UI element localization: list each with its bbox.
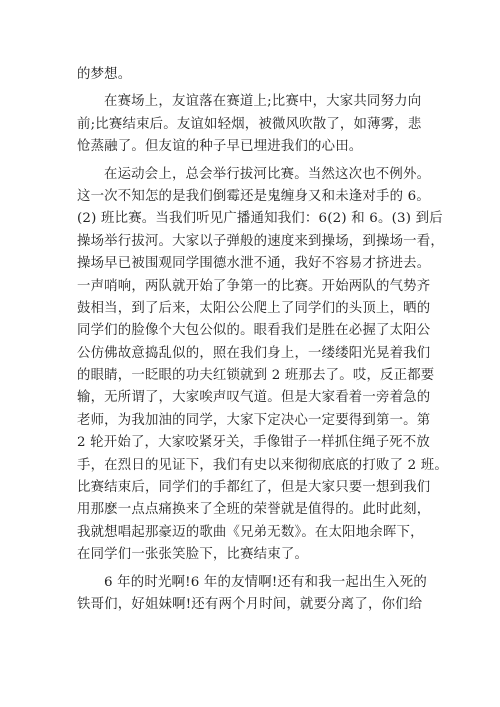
text-line: 6 年的时光啊!6 年的友情啊!还有和我一起出生入死的	[104, 574, 427, 590]
text-line: 操场早已被围观同学围德水泄不通，我好不容易才挤进去。	[77, 256, 431, 272]
text-line: 铁哥们，好姐妹啊!还有两个月时间，就要分离了，你们给	[77, 596, 423, 612]
text-line: 在运动会上，总会举行拔河比赛。当然这次也不例外。	[104, 166, 431, 182]
text-line: 我就想唱起那豪迈的歌曲《兄弟无数》。在太阳地余晖下，	[77, 524, 424, 540]
text-line: 怆蒸融了。但友谊的种子早已埋进我们的心田。	[77, 139, 363, 155]
text-line: 前;比赛结束后。友谊如轻烟，被微风吹散了，如薄雾，悲	[77, 116, 422, 132]
paragraph-4	[77, 572, 429, 617]
paragraph-1	[77, 64, 429, 86]
text-line: 的梦想。	[77, 67, 132, 82]
text-line: 操场举行拔河。大家以子弹般的速度来到操场，到操场一看，	[77, 233, 444, 249]
text-line: 输，无所谓了，大家唉声叹气道。但是大家看着一旁着急的	[77, 390, 431, 406]
text-line: 公仿佛故意捣乱似的，照在我们身上，一缕缕阳光晃着我们	[77, 345, 431, 361]
paragraph-3	[77, 164, 448, 567]
text-line: 在赛场上，友谊落在赛道上;比赛中，大家共同努力向	[104, 94, 422, 110]
text-line: (2) 班比赛。当我们听见广播通知我们：6(2) 和 6。(3) 到后	[77, 211, 443, 227]
text-line: 用那麽一点点痛换来了全班的荣誉就是值得的。此时此刻，	[77, 502, 431, 518]
text-line: 老师，为我加油的同学，大家下定决心一定要得到第一。第	[77, 412, 431, 428]
text-line: 一声哨响，两队就开始了争第一的比赛。开始两队的气势齐	[77, 278, 431, 294]
text-line: 2 轮开始了，大家咬紧牙关，手像钳子一样抓住绳子死不放	[77, 435, 430, 451]
paragraph-2	[77, 91, 429, 158]
text-line: 在同学们一张张笑脸下，比赛结束了。	[77, 547, 309, 563]
text-line: 同学们的脸像个大包公似的。眼看我们是胜在必握了太阳公	[77, 323, 431, 339]
text-line: 手，在烈日的见证下，我们有史以来彻彻底底的打败了 2 班。	[77, 457, 448, 473]
text-line: 鼓相当，到了后来，太阳公公爬上了同学们的头顶上，晒的	[77, 300, 431, 316]
text-line: 的眼睛，一眨眼的功夫红锁就到 2 班那去了。哎，反正都要	[77, 368, 435, 384]
document-page	[77, 64, 448, 616]
text-line: 比赛结束后，同学们的手都红了，但是大家只要一想到我们	[77, 480, 431, 496]
text-line: 这一次不知怎的是我们倒霉还是鬼缠身又和未逢对手的 6。	[77, 188, 430, 204]
